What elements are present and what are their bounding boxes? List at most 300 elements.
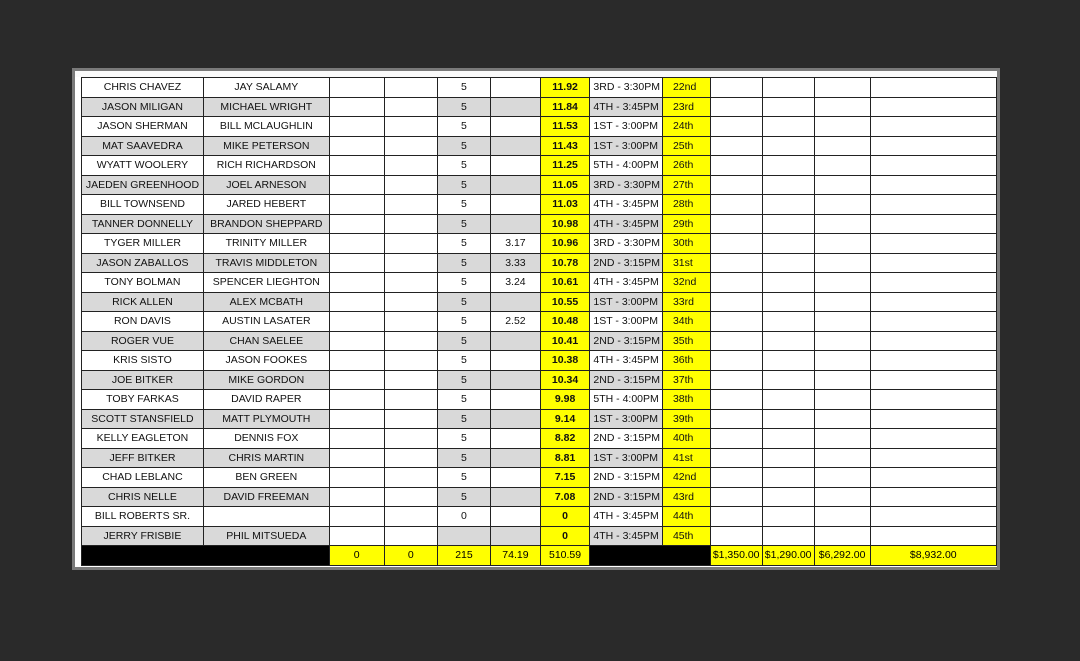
table-row	[82, 292, 997, 312]
player2-cell: TRINITY MILLER	[203, 234, 329, 254]
empty-cell	[762, 117, 814, 137]
score-cell: 7.08	[540, 487, 590, 507]
results-table	[81, 77, 997, 566]
bonus-cell	[491, 195, 541, 215]
empty-cell	[710, 117, 762, 137]
empty-cell	[762, 273, 814, 293]
player1-cell: TANNER DONNELLY	[82, 214, 204, 234]
empty-cell	[710, 195, 762, 215]
empty-cell	[384, 409, 437, 429]
table-row	[82, 97, 997, 117]
bonus-cell: 3.17	[491, 234, 541, 254]
table-row	[82, 526, 997, 546]
flight-cell: 4TH - 3:45PM	[590, 97, 663, 117]
empty-cell	[710, 214, 762, 234]
empty-cell	[870, 136, 996, 156]
count-cell: 5	[437, 136, 490, 156]
empty-cell	[710, 136, 762, 156]
table-row	[82, 136, 997, 156]
empty-cell	[329, 234, 384, 254]
empty-cell	[384, 331, 437, 351]
bonus-cell: 3.33	[491, 253, 541, 273]
empty-cell	[814, 234, 870, 254]
empty-cell	[870, 487, 996, 507]
player2-cell: SPENCER LIEGHTON	[203, 273, 329, 293]
empty-cell	[762, 487, 814, 507]
player2-cell: CHAN SAELEE	[203, 331, 329, 351]
score-cell: 10.96	[540, 234, 590, 254]
empty-cell	[384, 234, 437, 254]
empty-cell	[329, 429, 384, 449]
player1-cell: SCOTT STANSFIELD	[82, 409, 204, 429]
empty-cell	[814, 78, 870, 98]
flight-cell: 5TH - 4:00PM	[590, 390, 663, 410]
table-row	[82, 468, 997, 488]
total-money-2: $1,290.00	[762, 546, 814, 566]
place-cell: 33rd	[662, 292, 710, 312]
table-row	[82, 234, 997, 254]
flight-cell: 4TH - 3:45PM	[590, 214, 663, 234]
empty-cell	[384, 273, 437, 293]
bonus-cell	[491, 507, 541, 527]
table-row	[82, 117, 997, 137]
player1-cell: JERRY FRISBIE	[82, 526, 204, 546]
bonus-cell	[491, 331, 541, 351]
flight-cell: 2ND - 3:15PM	[590, 468, 663, 488]
place-cell: 42nd	[662, 468, 710, 488]
player2-cell: MIKE GORDON	[203, 370, 329, 390]
count-cell: 5	[437, 214, 490, 234]
bonus-cell: 2.52	[491, 312, 541, 332]
flight-cell: 5TH - 4:00PM	[590, 156, 663, 176]
table-row	[82, 370, 997, 390]
total-money-1: $1,350.00	[710, 546, 762, 566]
empty-cell	[329, 253, 384, 273]
flight-cell: 4TH - 3:45PM	[590, 195, 663, 215]
count-cell: 5	[437, 175, 490, 195]
empty-cell	[329, 331, 384, 351]
empty-cell	[384, 195, 437, 215]
player1-cell: TOBY FARKAS	[82, 390, 204, 410]
empty-cell	[384, 312, 437, 332]
empty-cell	[329, 78, 384, 98]
place-cell: 22nd	[662, 78, 710, 98]
empty-cell	[870, 292, 996, 312]
empty-cell	[710, 351, 762, 371]
empty-cell	[762, 97, 814, 117]
score-cell: 7.15	[540, 468, 590, 488]
empty-cell	[814, 351, 870, 371]
empty-cell	[814, 273, 870, 293]
player2-cell: JARED HEBERT	[203, 195, 329, 215]
empty-cell	[329, 390, 384, 410]
empty-cell	[814, 312, 870, 332]
count-cell: 5	[437, 429, 490, 449]
empty-cell	[814, 117, 870, 137]
empty-cell	[870, 78, 996, 98]
table-row	[82, 312, 997, 332]
player1-cell: WYATT WOOLERY	[82, 156, 204, 176]
place-cell: 30th	[662, 234, 710, 254]
empty-cell	[762, 351, 814, 371]
bonus-cell	[491, 136, 541, 156]
empty-cell	[870, 253, 996, 273]
player2-cell: RICH RICHARDSON	[203, 156, 329, 176]
score-cell: 11.43	[540, 136, 590, 156]
score-cell: 11.84	[540, 97, 590, 117]
flight-cell: 2ND - 3:15PM	[590, 331, 663, 351]
empty-cell	[329, 97, 384, 117]
place-cell: 28th	[662, 195, 710, 215]
score-cell: 0	[540, 507, 590, 527]
totals-spacer-cell	[590, 546, 710, 566]
empty-cell	[710, 156, 762, 176]
empty-cell	[814, 175, 870, 195]
empty-cell	[814, 253, 870, 273]
empty-cell	[762, 292, 814, 312]
count-cell: 5	[437, 253, 490, 273]
score-cell: 9.98	[540, 390, 590, 410]
empty-cell	[762, 370, 814, 390]
empty-cell	[814, 156, 870, 176]
count-cell: 5	[437, 234, 490, 254]
table-row	[82, 195, 997, 215]
table-row	[82, 175, 997, 195]
place-cell: 32nd	[662, 273, 710, 293]
player2-cell: TRAVIS MIDDLETON	[203, 253, 329, 273]
empty-cell	[814, 507, 870, 527]
empty-cell	[329, 409, 384, 429]
empty-cell	[814, 429, 870, 449]
count-cell: 5	[437, 117, 490, 137]
empty-cell	[710, 370, 762, 390]
empty-cell	[870, 175, 996, 195]
empty-cell	[710, 78, 762, 98]
empty-cell	[384, 370, 437, 390]
score-cell: 10.61	[540, 273, 590, 293]
score-cell: 8.82	[540, 429, 590, 449]
empty-cell	[384, 97, 437, 117]
empty-cell	[384, 136, 437, 156]
empty-cell	[710, 487, 762, 507]
count-cell: 5	[437, 370, 490, 390]
bonus-cell	[491, 468, 541, 488]
empty-cell	[329, 312, 384, 332]
empty-cell	[814, 136, 870, 156]
bonus-cell	[491, 429, 541, 449]
empty-cell	[710, 273, 762, 293]
player2-cell: MIKE PETERSON	[203, 136, 329, 156]
count-cell: 5	[437, 78, 490, 98]
empty-cell	[762, 156, 814, 176]
player1-cell: RICK ALLEN	[82, 292, 204, 312]
empty-cell	[814, 390, 870, 410]
player1-cell: JASON SHERMAN	[82, 117, 204, 137]
empty-cell	[762, 195, 814, 215]
place-cell: 37th	[662, 370, 710, 390]
flight-cell: 1ST - 3:00PM	[590, 312, 663, 332]
totals-row	[82, 546, 997, 566]
score-cell: 10.48	[540, 312, 590, 332]
flight-cell: 1ST - 3:00PM	[590, 409, 663, 429]
bonus-cell	[491, 370, 541, 390]
empty-cell	[329, 214, 384, 234]
score-cell: 9.14	[540, 409, 590, 429]
empty-cell	[870, 526, 996, 546]
bonus-cell	[491, 526, 541, 546]
count-cell	[437, 526, 490, 546]
place-cell: 39th	[662, 409, 710, 429]
player1-cell: RON DAVIS	[82, 312, 204, 332]
empty-cell	[384, 448, 437, 468]
player1-cell: CHAD LEBLANC	[82, 468, 204, 488]
place-cell: 35th	[662, 331, 710, 351]
place-cell: 41st	[662, 448, 710, 468]
total-col4: 0	[384, 546, 437, 566]
flight-cell: 4TH - 3:45PM	[590, 351, 663, 371]
flight-cell: 2ND - 3:15PM	[590, 429, 663, 449]
place-cell: 43rd	[662, 487, 710, 507]
empty-cell	[710, 312, 762, 332]
empty-cell	[384, 351, 437, 371]
empty-cell	[814, 409, 870, 429]
empty-cell	[870, 409, 996, 429]
count-cell: 5	[437, 292, 490, 312]
empty-cell	[329, 468, 384, 488]
place-cell: 40th	[662, 429, 710, 449]
place-cell: 29th	[662, 214, 710, 234]
score-cell: 11.05	[540, 175, 590, 195]
player1-cell: KELLY EAGLETON	[82, 429, 204, 449]
player1-cell: TONY BOLMAN	[82, 273, 204, 293]
empty-cell	[384, 292, 437, 312]
player2-cell: JAY SALAMY	[203, 78, 329, 98]
player2-cell: PHIL MITSUEDA	[203, 526, 329, 546]
empty-cell	[870, 97, 996, 117]
empty-cell	[870, 370, 996, 390]
empty-cell	[762, 331, 814, 351]
table-row	[82, 214, 997, 234]
flight-cell: 3RD - 3:30PM	[590, 175, 663, 195]
empty-cell	[710, 175, 762, 195]
empty-cell	[814, 97, 870, 117]
empty-cell	[329, 292, 384, 312]
flight-cell: 4TH - 3:45PM	[590, 507, 663, 527]
empty-cell	[762, 448, 814, 468]
player1-cell: ROGER VUE	[82, 331, 204, 351]
place-cell: 36th	[662, 351, 710, 371]
empty-cell	[870, 468, 996, 488]
count-cell: 5	[437, 487, 490, 507]
empty-cell	[870, 234, 996, 254]
grand-total: $8,932.00	[870, 546, 996, 566]
player1-cell: JASON ZABALLOS	[82, 253, 204, 273]
flight-cell: 3RD - 3:30PM	[590, 78, 663, 98]
count-cell: 5	[437, 312, 490, 332]
bonus-cell	[491, 97, 541, 117]
player1-cell: CHRIS NELLE	[82, 487, 204, 507]
table-row	[82, 448, 997, 468]
score-cell: 10.98	[540, 214, 590, 234]
empty-cell	[329, 117, 384, 137]
empty-cell	[814, 195, 870, 215]
count-cell: 5	[437, 195, 490, 215]
bonus-cell	[491, 409, 541, 429]
empty-cell	[384, 390, 437, 410]
player2-cell: JOEL ARNESON	[203, 175, 329, 195]
bonus-cell	[491, 292, 541, 312]
empty-cell	[762, 390, 814, 410]
bonus-cell	[491, 78, 541, 98]
count-cell: 5	[437, 273, 490, 293]
score-cell: 10.34	[540, 370, 590, 390]
player2-cell: AUSTIN LASATER	[203, 312, 329, 332]
player2-cell: MATT PLYMOUTH	[203, 409, 329, 429]
flight-cell: 4TH - 3:45PM	[590, 273, 663, 293]
count-cell: 5	[437, 331, 490, 351]
count-cell: 5	[437, 448, 490, 468]
empty-cell	[762, 312, 814, 332]
count-cell: 5	[437, 409, 490, 429]
empty-cell	[384, 487, 437, 507]
score-cell: 0	[540, 526, 590, 546]
empty-cell	[710, 507, 762, 527]
empty-cell	[870, 273, 996, 293]
empty-cell	[710, 526, 762, 546]
flight-cell: 1ST - 3:00PM	[590, 292, 663, 312]
table-row	[82, 253, 997, 273]
empty-cell	[710, 468, 762, 488]
flight-cell: 1ST - 3:00PM	[590, 117, 663, 137]
empty-cell	[762, 234, 814, 254]
player1-cell: JASON MILIGAN	[82, 97, 204, 117]
totals-label-cell	[82, 546, 330, 566]
empty-cell	[710, 390, 762, 410]
results-body	[82, 78, 997, 566]
empty-cell	[329, 195, 384, 215]
player1-cell: MAT SAAVEDRA	[82, 136, 204, 156]
count-cell: 5	[437, 468, 490, 488]
player1-cell: TYGER MILLER	[82, 234, 204, 254]
empty-cell	[710, 292, 762, 312]
spreadsheet-image	[72, 68, 1000, 570]
player2-cell: BEN GREEN	[203, 468, 329, 488]
empty-cell	[384, 156, 437, 176]
empty-cell	[762, 468, 814, 488]
player1-cell: JOE BITKER	[82, 370, 204, 390]
player2-cell: DAVID FREEMAN	[203, 487, 329, 507]
flight-cell: 2ND - 3:15PM	[590, 253, 663, 273]
empty-cell	[329, 370, 384, 390]
table-row	[82, 507, 997, 527]
empty-cell	[814, 468, 870, 488]
empty-cell	[384, 468, 437, 488]
total-money-3: $6,292.00	[814, 546, 870, 566]
place-cell: 38th	[662, 390, 710, 410]
bonus-cell	[491, 448, 541, 468]
player2-cell: BILL MCLAUGHLIN	[203, 117, 329, 137]
count-cell: 5	[437, 390, 490, 410]
player1-cell: CHRIS CHAVEZ	[82, 78, 204, 98]
empty-cell	[384, 507, 437, 527]
empty-cell	[384, 526, 437, 546]
flight-cell: 3RD - 3:30PM	[590, 234, 663, 254]
count-cell: 0	[437, 507, 490, 527]
player1-cell: JEFF BITKER	[82, 448, 204, 468]
score-cell: 11.92	[540, 78, 590, 98]
empty-cell	[384, 253, 437, 273]
empty-cell	[329, 448, 384, 468]
empty-cell	[762, 507, 814, 527]
score-cell: 11.53	[540, 117, 590, 137]
empty-cell	[762, 409, 814, 429]
empty-cell	[762, 429, 814, 449]
table-row	[82, 429, 997, 449]
empty-cell	[762, 253, 814, 273]
total-col5: 215	[437, 546, 490, 566]
empty-cell	[762, 136, 814, 156]
count-cell: 5	[437, 156, 490, 176]
player2-cell: JASON FOOKES	[203, 351, 329, 371]
player2-cell: DENNIS FOX	[203, 429, 329, 449]
player1-cell: BILL ROBERTS SR.	[82, 507, 204, 527]
score-cell: 11.25	[540, 156, 590, 176]
empty-cell	[329, 273, 384, 293]
score-cell: 10.78	[540, 253, 590, 273]
empty-cell	[762, 526, 814, 546]
flight-cell: 2ND - 3:15PM	[590, 487, 663, 507]
player2-cell	[203, 507, 329, 527]
empty-cell	[384, 429, 437, 449]
total-col3: 0	[329, 546, 384, 566]
empty-cell	[329, 175, 384, 195]
table-row	[82, 390, 997, 410]
empty-cell	[870, 195, 996, 215]
flight-cell: 1ST - 3:00PM	[590, 448, 663, 468]
player2-cell: BRANDON SHEPPARD	[203, 214, 329, 234]
flight-cell: 2ND - 3:15PM	[590, 370, 663, 390]
empty-cell	[870, 390, 996, 410]
bonus-cell	[491, 117, 541, 137]
player2-cell: ALEX MCBATH	[203, 292, 329, 312]
count-cell: 5	[437, 351, 490, 371]
bonus-cell: 3.24	[491, 273, 541, 293]
empty-cell	[384, 175, 437, 195]
empty-cell	[762, 175, 814, 195]
score-cell: 10.55	[540, 292, 590, 312]
empty-cell	[710, 253, 762, 273]
table-row	[82, 78, 997, 98]
empty-cell	[329, 156, 384, 176]
empty-cell	[870, 351, 996, 371]
player2-cell: CHRIS MARTIN	[203, 448, 329, 468]
score-cell: 11.03	[540, 195, 590, 215]
table-row	[82, 156, 997, 176]
empty-cell	[870, 448, 996, 468]
player1-cell: JAEDEN GREENHOOD	[82, 175, 204, 195]
empty-cell	[710, 331, 762, 351]
total-score: 510.59	[540, 546, 590, 566]
empty-cell	[762, 214, 814, 234]
place-cell: 25th	[662, 136, 710, 156]
score-cell: 8.81	[540, 448, 590, 468]
empty-cell	[870, 214, 996, 234]
table-row	[82, 487, 997, 507]
place-cell: 26th	[662, 156, 710, 176]
empty-cell	[710, 448, 762, 468]
empty-cell	[870, 156, 996, 176]
empty-cell	[329, 526, 384, 546]
